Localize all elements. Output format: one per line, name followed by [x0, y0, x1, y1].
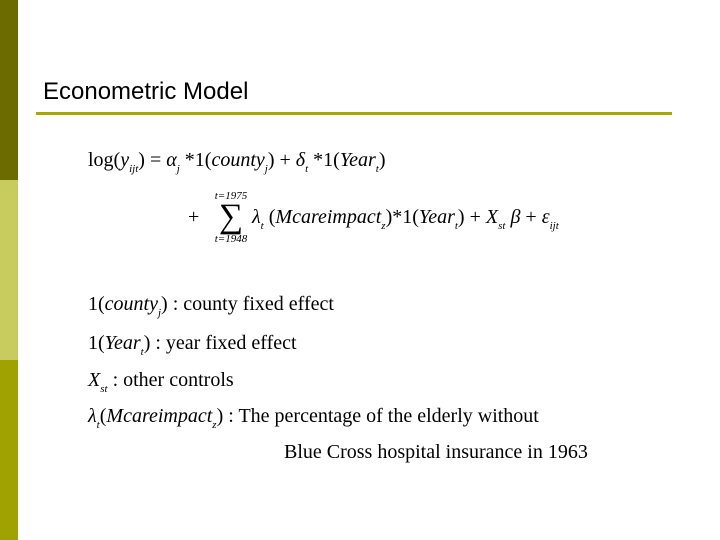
eq2-eps: ε: [541, 206, 550, 228]
sidebar-decoration: [0, 0, 18, 540]
eq-log: log(: [88, 149, 121, 171]
def-mcare-post: ) :: [216, 405, 239, 427]
eq2-mcare: Mcareimpact: [275, 206, 382, 228]
def-x-term: X: [88, 369, 101, 391]
sum-upper-limit: t=1975: [214, 190, 248, 202]
eq2-mid1: )*1(: [385, 206, 419, 228]
equation-line-2: [252, 206, 559, 232]
sidebar-band-olive: [0, 360, 18, 540]
equation-line-1: [88, 149, 386, 175]
sidebar-band-light: [0, 180, 18, 360]
eq-delta-sub: t: [305, 163, 309, 175]
eq-alpha: α: [166, 149, 177, 171]
definition-year: [88, 332, 297, 358]
def-x-post: :: [107, 369, 124, 391]
eq-county: county: [211, 149, 265, 171]
eq2-lambda: λ: [252, 206, 261, 228]
def-county-pre: 1(: [88, 293, 105, 315]
eq2-eps-sub: ijt: [549, 220, 559, 232]
eq-alpha-sub: j: [176, 163, 180, 175]
eq-close: ): [378, 149, 386, 171]
definition-county: [88, 293, 334, 319]
def-county-post: ) :: [161, 293, 184, 315]
eq2-lambda-sub: t: [260, 220, 264, 232]
def-mcare-text: The percentage of the elderly without: [238, 405, 539, 427]
definition-mcareimpact: [88, 405, 539, 431]
def-county-sub: j: [157, 307, 162, 319]
def-year-sub: t: [140, 346, 144, 358]
eq2-mid3: +: [520, 206, 542, 228]
sigma-symbol: ∑: [218, 198, 244, 235]
def-year-text: year fixed effect: [165, 332, 297, 354]
def-lambda-open: (: [99, 405, 107, 427]
eq2-open: (: [263, 206, 276, 228]
title-underline: [36, 112, 672, 115]
slide-title: Econometric Model: [43, 78, 249, 105]
sum-lower-limit: t=1948: [214, 232, 248, 245]
eq-y-sub: ijt: [129, 163, 139, 175]
eq-mid4: *1(: [308, 149, 340, 171]
eq-y: y: [120, 149, 130, 171]
eq-mid2: *1(: [179, 149, 212, 171]
def-year-post: ) :: [143, 332, 166, 354]
eq2-year-sub: t: [454, 220, 458, 232]
eq2-x-sub: st: [498, 220, 506, 232]
def-mcare-sub: z: [212, 419, 217, 431]
eq-year: Year: [339, 149, 376, 171]
eq2-beta: β: [505, 206, 521, 228]
eq-mid3: ) +: [267, 149, 296, 171]
def-year-pre: 1(: [88, 332, 105, 354]
sidebar-band-dark: [0, 0, 18, 180]
eq-plus: +: [188, 206, 200, 228]
def-lambda: λ: [88, 405, 97, 427]
def-lambda-sub: t: [96, 419, 100, 431]
eq2-year: Year: [418, 206, 455, 228]
def-county-text: county fixed effect: [183, 293, 334, 315]
summation: [213, 190, 249, 245]
eq2-mcare-sub: z: [381, 220, 386, 232]
definition-mcareimpact-continuation: Blue Cross hospital insurance in 1963: [284, 441, 588, 463]
def-county-term: county: [104, 293, 158, 315]
eq-delta: δ: [295, 149, 306, 171]
eq-county-sub: j: [264, 163, 268, 175]
def-x-sub: st: [100, 383, 108, 395]
eq-year-sub: t: [375, 163, 379, 175]
eq-mid1: ) =: [138, 149, 167, 171]
definition-controls: [88, 369, 234, 395]
eq2-mid2: ) +: [457, 206, 486, 228]
def-year-term: Year: [104, 332, 141, 354]
def-x-text: other controls: [123, 369, 234, 391]
eq2-x: X: [485, 206, 499, 228]
def-mcare-term: Mcareimpact: [106, 405, 213, 427]
